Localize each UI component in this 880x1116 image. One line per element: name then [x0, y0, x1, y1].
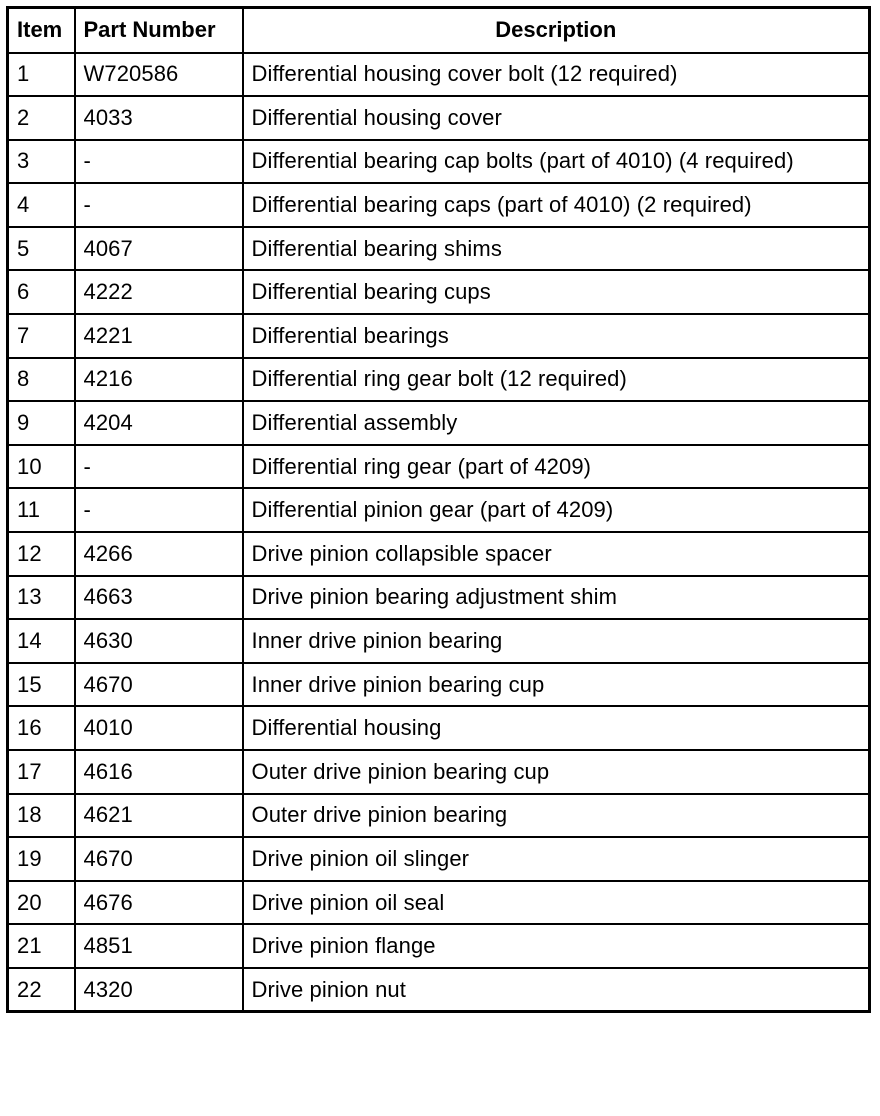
table-header — [8, 8, 870, 53]
description-cell: Differential bearing shims — [243, 227, 870, 271]
part-number-cell: 4670 — [75, 837, 243, 881]
table-row — [8, 140, 870, 184]
item-cell: 1 — [8, 53, 75, 97]
description-cell: Inner drive pinion bearing — [243, 619, 870, 663]
part-number-cell: 4621 — [75, 794, 243, 838]
item-cell: 20 — [8, 881, 75, 925]
item-cell: 10 — [8, 445, 75, 489]
table-row — [8, 401, 870, 445]
header-row — [8, 8, 870, 53]
part-number-cell: 4663 — [75, 576, 243, 620]
table-row — [8, 96, 870, 140]
table-row — [8, 488, 870, 532]
item-cell: 6 — [8, 270, 75, 314]
item-cell: 16 — [8, 706, 75, 750]
item-cell: 5 — [8, 227, 75, 271]
item-cell: 18 — [8, 794, 75, 838]
item-cell: 8 — [8, 358, 75, 402]
description-cell: Drive pinion flange — [243, 924, 870, 968]
part-number-cell: 4033 — [75, 96, 243, 140]
description-cell: Differential pinion gear (part of 4209) — [243, 488, 870, 532]
table-row — [8, 663, 870, 707]
part-number-cell: 4221 — [75, 314, 243, 358]
table-row — [8, 53, 870, 97]
description-cell: Drive pinion oil seal — [243, 881, 870, 925]
part-number-cell: 4266 — [75, 532, 243, 576]
part-number-cell: - — [75, 445, 243, 489]
description-cell: Outer drive pinion bearing cup — [243, 750, 870, 794]
description-cell: Differential housing — [243, 706, 870, 750]
header-description: Description — [243, 8, 870, 53]
part-number-cell: 4067 — [75, 227, 243, 271]
description-cell: Differential assembly — [243, 401, 870, 445]
item-cell: 17 — [8, 750, 75, 794]
table-row — [8, 314, 870, 358]
part-number-cell: 4222 — [75, 270, 243, 314]
table-row — [8, 619, 870, 663]
parts-table — [6, 6, 871, 1013]
item-cell: 11 — [8, 488, 75, 532]
table-row — [8, 358, 870, 402]
table-row — [8, 968, 870, 1012]
header-item: Item — [8, 8, 75, 53]
description-cell: Outer drive pinion bearing — [243, 794, 870, 838]
description-cell: Drive pinion oil slinger — [243, 837, 870, 881]
table-row — [8, 837, 870, 881]
description-cell: Inner drive pinion bearing cup — [243, 663, 870, 707]
table-row — [8, 794, 870, 838]
description-cell: Differential housing cover bolt (12 required) — [243, 53, 870, 97]
header-part-number: Part Number — [75, 8, 243, 53]
table-row — [8, 445, 870, 489]
item-cell: 14 — [8, 619, 75, 663]
table-row — [8, 750, 870, 794]
table-row — [8, 532, 870, 576]
part-number-cell: 4616 — [75, 750, 243, 794]
table-row — [8, 924, 870, 968]
item-cell: 3 — [8, 140, 75, 184]
item-cell: 22 — [8, 968, 75, 1012]
description-cell: Differential bearing caps (part of 4010) (2 required) — [243, 183, 870, 227]
part-number-cell: 4851 — [75, 924, 243, 968]
item-cell: 13 — [8, 576, 75, 620]
part-number-cell: - — [75, 140, 243, 184]
part-number-cell: - — [75, 183, 243, 227]
part-number-cell: W720586 — [75, 53, 243, 97]
part-number-cell: 4630 — [75, 619, 243, 663]
item-cell: 15 — [8, 663, 75, 707]
table-row — [8, 706, 870, 750]
description-cell: Differential housing cover — [243, 96, 870, 140]
part-number-cell: 4216 — [75, 358, 243, 402]
description-cell: Drive pinion nut — [243, 968, 870, 1012]
description-cell: Drive pinion bearing adjustment shim — [243, 576, 870, 620]
item-cell: 7 — [8, 314, 75, 358]
part-number-cell: 4670 — [75, 663, 243, 707]
description-cell: Differential bearings — [243, 314, 870, 358]
part-number-cell: 4320 — [75, 968, 243, 1012]
item-cell: 2 — [8, 96, 75, 140]
description-cell: Differential bearing cups — [243, 270, 870, 314]
table-row — [8, 183, 870, 227]
item-cell: 19 — [8, 837, 75, 881]
table-row — [8, 881, 870, 925]
table-body — [8, 53, 870, 1012]
description-cell: Differential bearing cap bolts (part of 4010) (4 required) — [243, 140, 870, 184]
item-cell: 9 — [8, 401, 75, 445]
part-number-cell: - — [75, 488, 243, 532]
item-cell: 12 — [8, 532, 75, 576]
table-row — [8, 227, 870, 271]
description-cell: Differential ring gear (part of 4209) — [243, 445, 870, 489]
table-row — [8, 270, 870, 314]
part-number-cell: 4676 — [75, 881, 243, 925]
part-number-cell: 4010 — [75, 706, 243, 750]
table-row — [8, 576, 870, 620]
description-cell: Differential ring gear bolt (12 required) — [243, 358, 870, 402]
description-cell: Drive pinion collapsible spacer — [243, 532, 870, 576]
item-cell: 21 — [8, 924, 75, 968]
part-number-cell: 4204 — [75, 401, 243, 445]
item-cell: 4 — [8, 183, 75, 227]
